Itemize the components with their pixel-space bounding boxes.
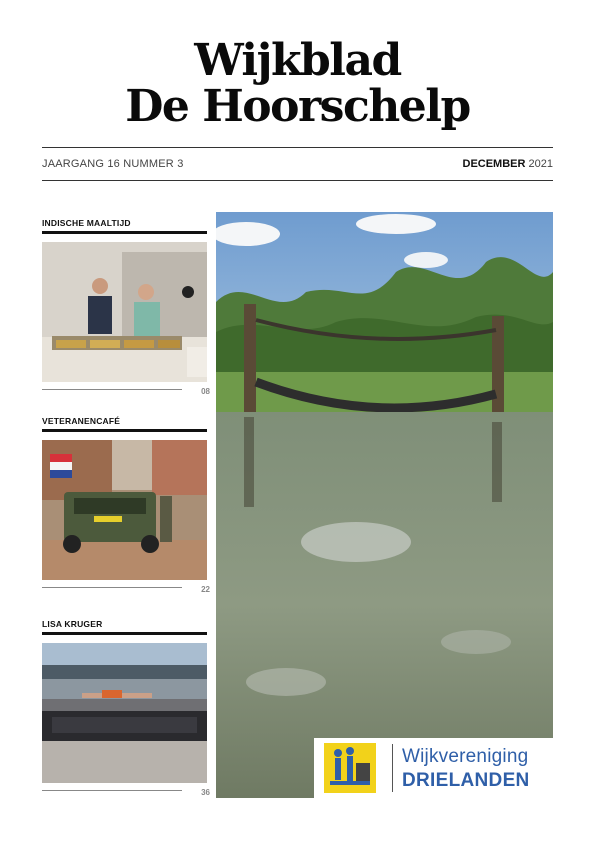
- section-bar: [42, 429, 207, 432]
- page-number: 08: [201, 387, 210, 396]
- section-title-lisa-kruger[interactable]: LISA KRUGER: [42, 619, 103, 629]
- association-logo: [314, 738, 553, 798]
- logo-text-line-2: DRIELANDEN: [402, 770, 530, 791]
- bottom-rule: [42, 180, 553, 181]
- logo-text-line-1: Wijkvereniging: [402, 746, 529, 767]
- photo-veteranencafe[interactable]: [42, 440, 207, 580]
- cover-photo: [216, 212, 553, 798]
- top-rule: [42, 147, 553, 148]
- section-title-indische-maaltijd[interactable]: INDISCHE MAALTIJD: [42, 218, 131, 228]
- page-number: 36: [201, 788, 210, 797]
- section-divider: [42, 587, 182, 588]
- issue-year: 2021: [528, 158, 553, 170]
- page-number: 22: [201, 585, 210, 594]
- masthead-line-2: De Hoorschelp: [125, 81, 470, 132]
- section-title-veteranencafe[interactable]: VETERANENCAFÉ: [42, 416, 121, 426]
- section-bar: [42, 632, 207, 635]
- section-divider: [42, 389, 182, 390]
- section-bar: [42, 231, 207, 234]
- issue-date: [463, 158, 554, 170]
- logo-separator: [392, 744, 393, 792]
- photo-indische-maaltijd[interactable]: [42, 242, 207, 382]
- volume-label: JAARGANG 16 NUMMER 3: [42, 158, 184, 170]
- section-divider: [42, 790, 182, 791]
- issue-month: DECEMBER: [462, 158, 526, 170]
- masthead-title: [0, 35, 595, 132]
- photo-lisa-kruger[interactable]: [42, 643, 207, 783]
- masthead-line-1: Wijkblad: [194, 35, 401, 86]
- logo-mark-icon: [324, 743, 376, 793]
